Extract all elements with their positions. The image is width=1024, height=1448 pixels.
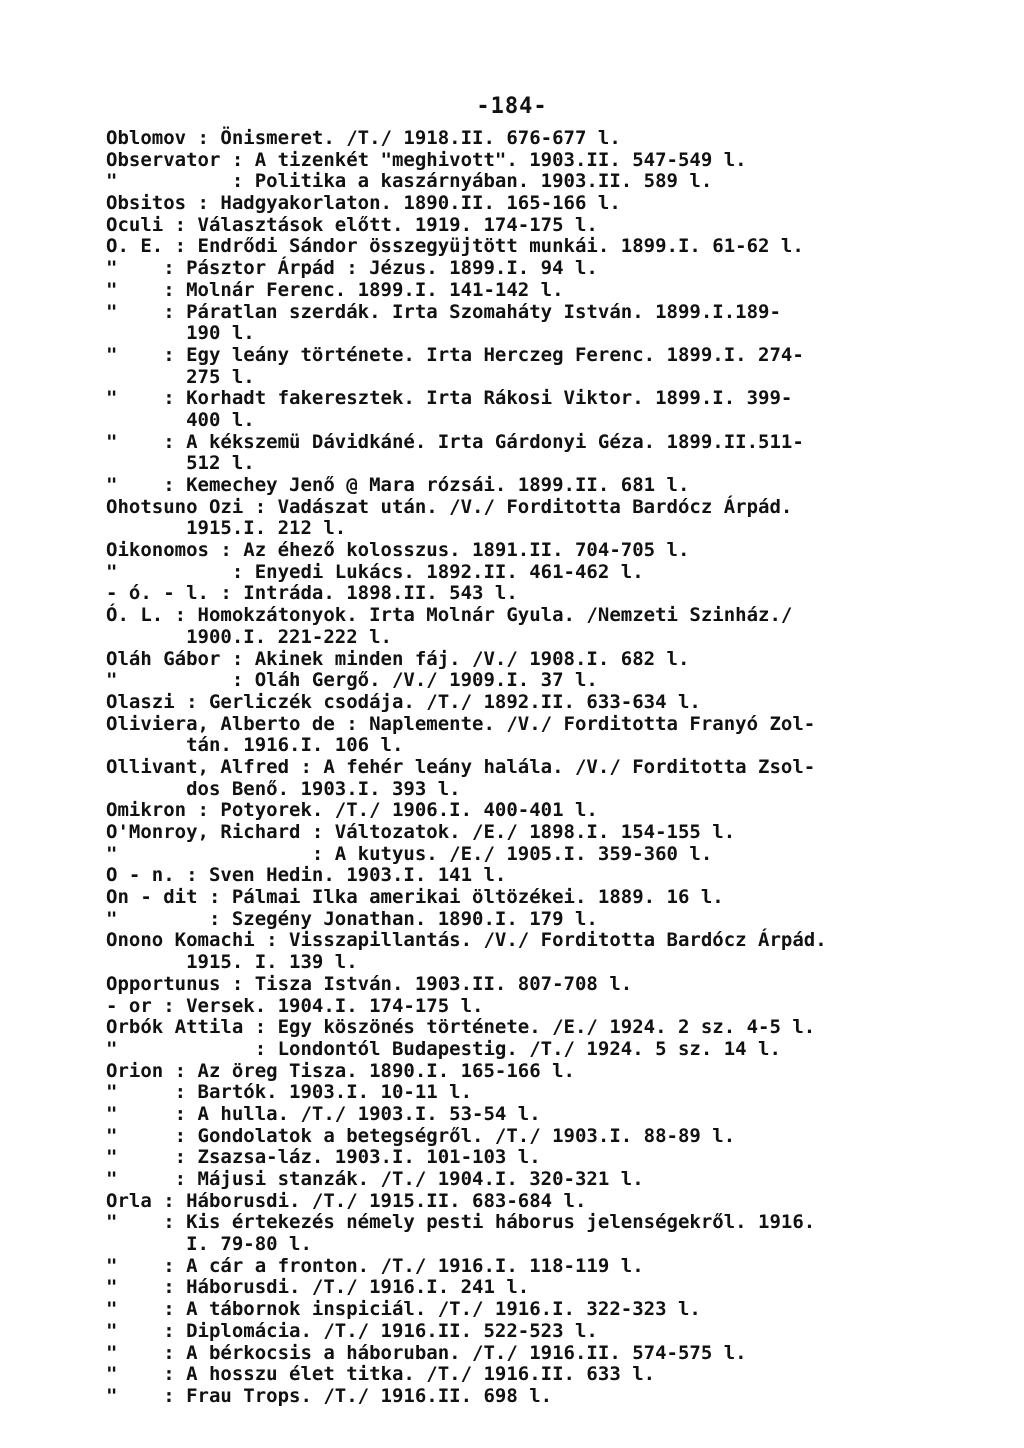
entry-line: - ó. - l. : Intráda. 1898.II. 543 l. (106, 582, 518, 605)
entry-line: " : A hosszu élet titka. /T./ 1916.II. 633 l. (106, 1363, 656, 1386)
entry-line: Orbók Attila : Egy köszönés története. /E./ 1924. 2 sz. 4-5 l. (106, 1016, 816, 1039)
entry-line: Oblomov : Önismeret. /T./ 1918.II. 676-677 l. (106, 127, 621, 149)
entry-line: " : A hulla. /T./ 1903.I. 53-54 l. (106, 1102, 541, 1125)
entry-line: Omikron : Potyorek. /T./ 1906.I. 400-401 l. (106, 799, 598, 822)
entry-line: Orion : Az öreg Tisza. 1890.I. 165-166 l. (106, 1059, 575, 1082)
entry-line: Ollivant, Alfred : A fehér leány halála. /V./ Forditotta Zsol- (106, 755, 816, 778)
entry-line: On - dit : Pálmai Ilka amerikai öltözékei. 1889. 16 l. (106, 886, 724, 909)
entry-line: " : Bartók. 1903.I. 10-11 l. (106, 1081, 473, 1104)
entry-line: tán. 1916.I. 106 l. (106, 734, 404, 757)
entry-line: " : Oláh Gergő. /V./ 1909.I. 37 l. (106, 669, 598, 692)
entry-line: O'Monroy, Richard : Változatok. /E./ 1898.I. 154-155 l. (106, 821, 736, 843)
entry-line: Ó. L. : Homokzátonyok. Irta Molnár Gyula. /Nemzeti Szinház./ (106, 604, 793, 627)
entry-line: 1915.I. 212 l. (106, 517, 347, 540)
entry-line: O - n. : Sven Hedin. 1903.I. 141 l. (106, 864, 507, 887)
entry-line: 400 l. (106, 408, 255, 431)
entry-line: 1915. I. 139 l. (106, 951, 358, 974)
entry-line: Onono Komachi : Visszapillantás. /V./ Forditotta Bardócz Árpád. (106, 929, 827, 952)
entry-line: " : A cár a fronton. /T./ 1916.I. 118-119 l. (106, 1254, 644, 1277)
entry-line: Obsitos : Hadgyakorlaton. 1890.II. 165-166 l. (106, 192, 621, 215)
entry-line: " : A kutyus. /E./ 1905.I. 359-360 l. (106, 842, 713, 865)
entry-line: " : A tábornok inspiciál. /T./ 1916.I. 322-323 l. (106, 1298, 701, 1321)
entry-list (106, 128, 986, 1408)
entry-line: " : Háborusdi. /T./ 1916.I. 241 l. (106, 1276, 530, 1299)
entry-line: Observator : A tizenkét "meghivott". 1903.II. 547-549 l. (106, 148, 747, 171)
entry-line: 1900.I. 221-222 l. (106, 625, 392, 648)
entry-line: Orla : Háborusdi. /T./ 1915.II. 683-684 l. (106, 1189, 587, 1212)
entry-line: " : A kékszemü Dávidkáné. Irta Gárdonyi Géza. 1899.II.511- (106, 430, 804, 453)
entry-line: " : Gondolatok a betegségről. /T./ 1903.I. 88-89 l. (106, 1124, 736, 1147)
entry-line: Oikonomos : Az éhező kolosszus. 1891.II. 704-705 l. (106, 539, 690, 562)
entry-line: " : Pásztor Árpád : Jézus. 1899.I. 94 l. (106, 257, 598, 280)
entry-line: " : Molnár Ferenc. 1899.I. 141-142 l. (106, 278, 564, 301)
entry-line: - or : Versek. 1904.I. 174-175 l. (106, 994, 484, 1017)
entry-line: " : Zsazsa-láz. 1903.I. 101-103 l. (106, 1146, 541, 1169)
entry-line: " : A bérkocsis a háboruban. /T./ 1916.II. 574-575 l. (106, 1341, 747, 1364)
entry-line: " : Politika a kaszárnyában. 1903.II. 589 l. (106, 170, 713, 193)
entry-line: " : Egy leány története. Irta Herczeg Ferenc. 1899.I. 274- (106, 343, 804, 366)
entry-line: 512 l. (106, 452, 255, 475)
entry-line: " : Frau Trops. /T./ 1916.II. 698 l. (106, 1384, 553, 1407)
entry-line: 190 l. (106, 322, 255, 345)
entry-line: Oláh Gábor : Akinek minden fáj. /V./ 1908.I. 682 l. (106, 647, 690, 670)
entry-line: I. 79-80 l. (106, 1233, 312, 1256)
entry-line: Ohotsuno Ozi : Vadászat után. /V./ Forditotta Bardócz Árpád. (106, 495, 793, 518)
entry-line: Olaszi : Gerliczék csodája. /T./ 1892.II. 633-634 l. (106, 690, 701, 713)
entry-line: " : Diplomácia. /T./ 1916.II. 522-523 l. (106, 1319, 598, 1342)
entry-line: " : Londontól Budapestig. /T./ 1924. 5 sz. 14 l. (106, 1037, 781, 1060)
entry-line: " : Kemechey Jenő @ Mara rózsái. 1899.II. 681 l. (106, 474, 690, 496)
entry-line: " : Kis értekezés némely pesti háborus jelenségekről. 1916. (106, 1211, 816, 1234)
entry-line: " : Szegény Jonathan. 1890.I. 179 l. (106, 907, 598, 930)
entry-line: O. E. : Endrődi Sándor összegyüjtött munkái. 1899.I. 61-62 l. (106, 235, 804, 258)
entry-line: " : Májusi stanzák. /T./ 1904.I. 320-321 l. (106, 1168, 644, 1190)
entry-line: Oculi : Választások előtt. 1919. 174-175 l. (106, 213, 598, 236)
page-number: -184- (476, 94, 548, 119)
entry-line: 275 l. (106, 365, 255, 388)
entry-line: Opportunus : Tisza István. 1903.II. 807-708 l. (106, 972, 633, 995)
entry-line: " : Enyedi Lukács. 1892.II. 461-462 l. (106, 560, 644, 583)
entry-line: dos Benő. 1903.I. 393 l. (106, 777, 461, 800)
entry-line: Oliviera, Alberto de : Naplemente. /V./ Forditotta Franyó Zol- (106, 712, 816, 735)
entry-line: " : Páratlan szerdák. Irta Szomaháty István. 1899.I.189- (106, 300, 781, 323)
entry-line: " : Korhadt fakeresztek. Irta Rákosi Viktor. 1899.I. 399- (106, 387, 793, 410)
